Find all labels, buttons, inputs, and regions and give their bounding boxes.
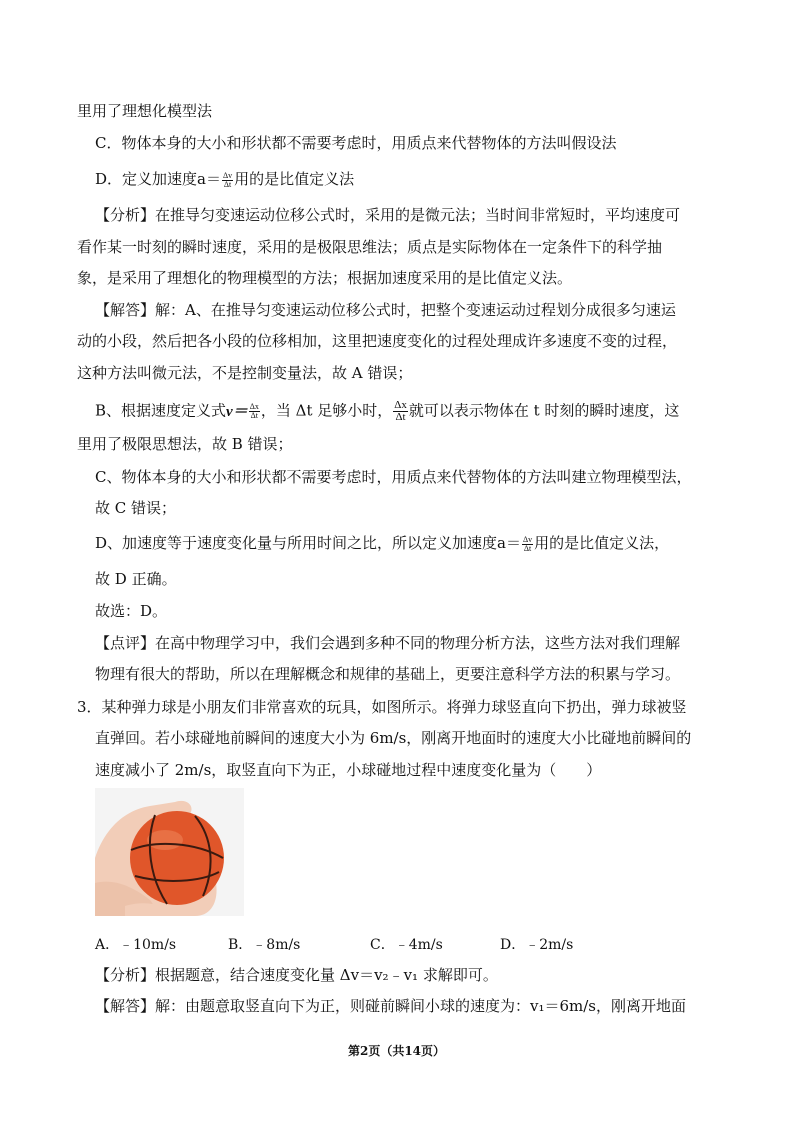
text-line: 故 C 错误；: [95, 499, 177, 517]
text-line: 象，是采用了理想化的物理模型的方法；根据加速度采用的是比值定义法。: [77, 269, 573, 287]
question-text: 直弹回。若小球碰地前瞬间的速度大小为 6m/s，刚离开地面时的速度大小比碰地前瞬间的: [95, 729, 692, 747]
text-line: 看作某一时刻的瞬时速度，采用的是极限思维法；质点是实际物体在一定条件下的科学抽: [77, 238, 663, 256]
text-line: D、加速度等于速度变化量与所用时间之比，所以定义加速度a＝ $\frac{\Delta v}{\Delta t}$ 用的是比值定义法，: [95, 534, 670, 553]
ball-in-hand-image: [95, 788, 244, 916]
question-text: 速度减小了 2m/s，取竖直向下为正，小球碰地过程中速度变化量为（ ）: [95, 761, 602, 779]
basketball-photo: [95, 788, 244, 916]
text-line: 故 D 正确。: [95, 570, 177, 588]
text-line: 物理有很大的帮助，所以在理解概念和规律的基础上，更要注意科学方法的积累与学习。: [95, 665, 681, 683]
text-line: C、物体本身的大小和形状都不需要考虑时，用质点来代替物体的方法叫建立物理模型法，: [95, 468, 692, 486]
formula-a: a＝ $\frac{\Delta v}{\Delta t}$: [197, 170, 233, 189]
text-line: B、根据速度定义式v＝ $\frac{\Delta x}{\Delta t}$ ，当 Δt 足够小时， $\frac{\Delta x}{\Delta t}$ 就可以表示物体在 t 时刻的瞬时速度，这: [95, 399, 680, 423]
formula-a: a＝ $\frac{\Delta v}{\Delta t}$: [497, 534, 533, 553]
option-c: C．﹣4m/s: [370, 937, 443, 953]
page-footer: 第2页（共14页）: [347, 1044, 446, 1058]
text-line: C．物体本身的大小和形状都不需要考虑时，用质点来代替物体的方法叫假设法: [95, 134, 617, 152]
text-line: D．定义加速度a＝ $\frac{\Delta v}{\Delta t}$ 用的是比值定义法: [95, 170, 355, 189]
option-a: A．﹣10m/s: [95, 937, 177, 953]
option-d: D．﹣2m/s: [500, 937, 574, 953]
option-b: B．﹣8m/s: [228, 937, 301, 953]
text-line: 【解答】解：A、在推导匀变速运动位移公式时，把整个变速运动过程划分成很多匀速运: [95, 301, 676, 319]
text-line: 【分析】根据题意，结合速度变化量 Δv＝v₂﹣v₁ 求解即可。: [95, 966, 498, 984]
text-line: 动的小段，然后把各小段的位移相加，这里把速度变化的过程处理成许多速度不变的过程，: [77, 332, 678, 350]
text-line: 这种方法叫微元法，不是控制变量法，故 A 错误；: [77, 364, 413, 382]
text-line: 里用了理想化模型法: [77, 102, 213, 120]
text-line: 【点评】在高中物理学习中，我们会遇到多种不同的物理分析方法，这些方法对我们理解: [95, 634, 681, 652]
text-line: 里用了极限思想法，故 B 错误；: [77, 435, 293, 453]
formula-v: v＝ $\frac{\Delta x}{\Delta t}$: [226, 402, 259, 420]
formula-dx-dt: $\frac{\Delta x}{\Delta t}$: [394, 399, 407, 423]
text-line: 【分析】在推导匀变速运动位移公式时，采用的是微元法；当时间非常短时，平均速度可: [95, 206, 681, 224]
text-line: 【解答】解：由题意取竖直向下为正，则碰前瞬间小球的速度为：v₁＝6m/s，刚离开地面: [95, 997, 687, 1015]
text-line: 故选：D。: [95, 602, 168, 620]
question-text: 3．某种弹力球是小朋友们非常喜欢的玩具，如图所示。将弹力球竖直向下扔出，弹力球被竖: [77, 698, 687, 716]
